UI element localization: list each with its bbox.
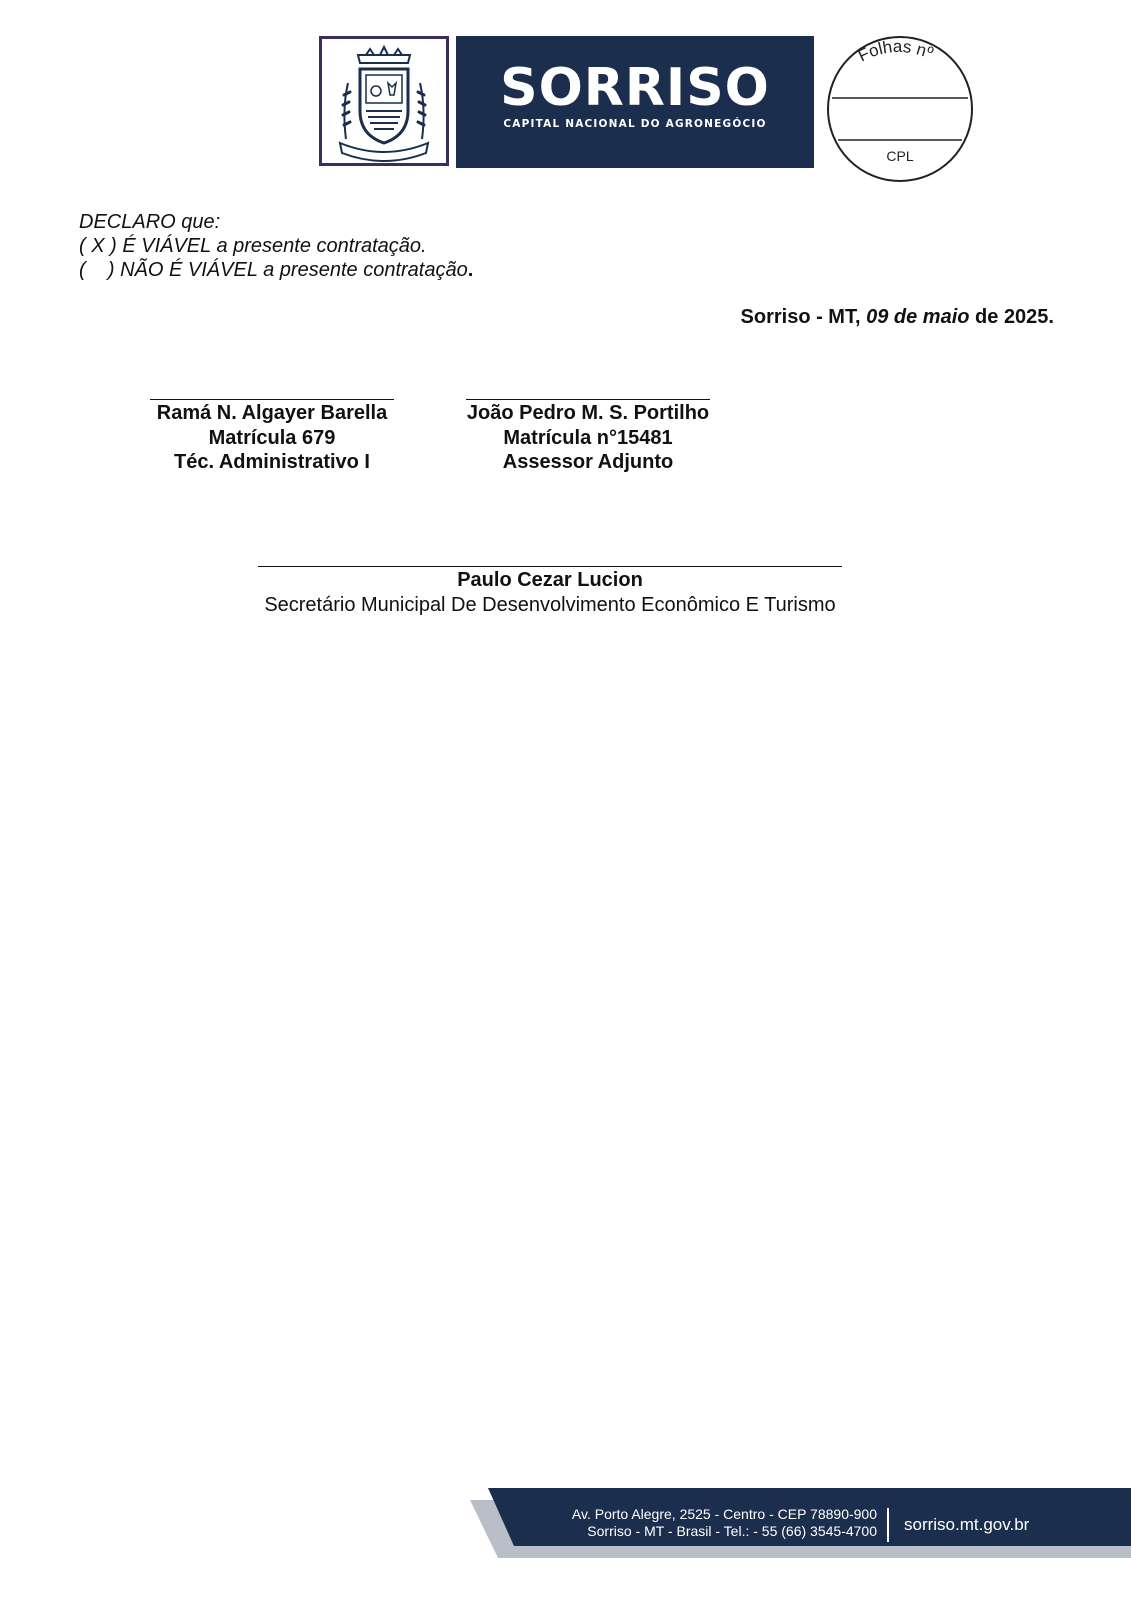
signatory-name: Paulo Cezar Lucion — [457, 569, 643, 591]
signatory-registration: Matrícula n°15481 — [503, 426, 673, 449]
brand-banner — [456, 36, 814, 168]
page-number-stamp — [822, 34, 978, 184]
signatory-role: Assessor Adjunto — [502, 451, 674, 473]
footer-address-line: Sorriso - MT - Brasil - Tel.: - 55 (66) 3545-4700 — [587, 1523, 877, 1539]
signatory-role: Secretário Municipal De Desenvolvimento Econômico E Turismo — [264, 593, 836, 616]
signature-block — [200, 568, 900, 617]
signatory-name: João Pedro M. S. Portilho — [466, 402, 710, 424]
footer-website-link[interactable]: sorriso.mt.gov.br — [904, 1515, 1030, 1534]
footer-divider — [887, 1508, 889, 1542]
date-year: de 2025. — [969, 306, 1054, 328]
option-2-period: . — [467, 259, 474, 281]
option-2-text: ( ) NÃO É VIÁVEL a presente contratação — [79, 259, 468, 281]
signature-block — [150, 401, 394, 475]
signatory-name: Ramá N. Algayer Barella — [156, 402, 388, 424]
declaration-option-viable: ( X ) É VIÁVEL a presente contratação. — [79, 235, 427, 257]
signature-line — [466, 399, 710, 400]
date-day-month: 09 de maio — [866, 306, 970, 328]
brand-tagline: CAPITAL NACIONAL DO AGRONEGÓCIO — [503, 118, 767, 130]
signature-line — [150, 399, 394, 400]
stamp-sublabel: CPL — [886, 148, 914, 164]
date-line — [741, 306, 1054, 329]
declaration-title: DECLARO que: — [79, 211, 221, 233]
brand-name: SORRISO — [500, 58, 770, 118]
signature-block — [440, 401, 736, 475]
signatory-registration: Matrícula 679 — [208, 426, 336, 449]
date-place: Sorriso - MT, — [740, 306, 867, 328]
stamp-label: Folhas nº — [855, 36, 936, 66]
signatory-role: Téc. Administrativo I — [174, 451, 370, 473]
crest-icon — [322, 39, 446, 163]
footer-address-line: Av. Porto Alegre, 2525 - Centro - CEP 78890-900 — [571, 1506, 877, 1522]
declaration-option-not-viable — [79, 258, 473, 282]
svg-text:Folhas nº — [855, 37, 936, 66]
signature-line — [258, 566, 842, 567]
municipal-crest — [319, 36, 449, 166]
footer-address — [500, 1506, 877, 1540]
